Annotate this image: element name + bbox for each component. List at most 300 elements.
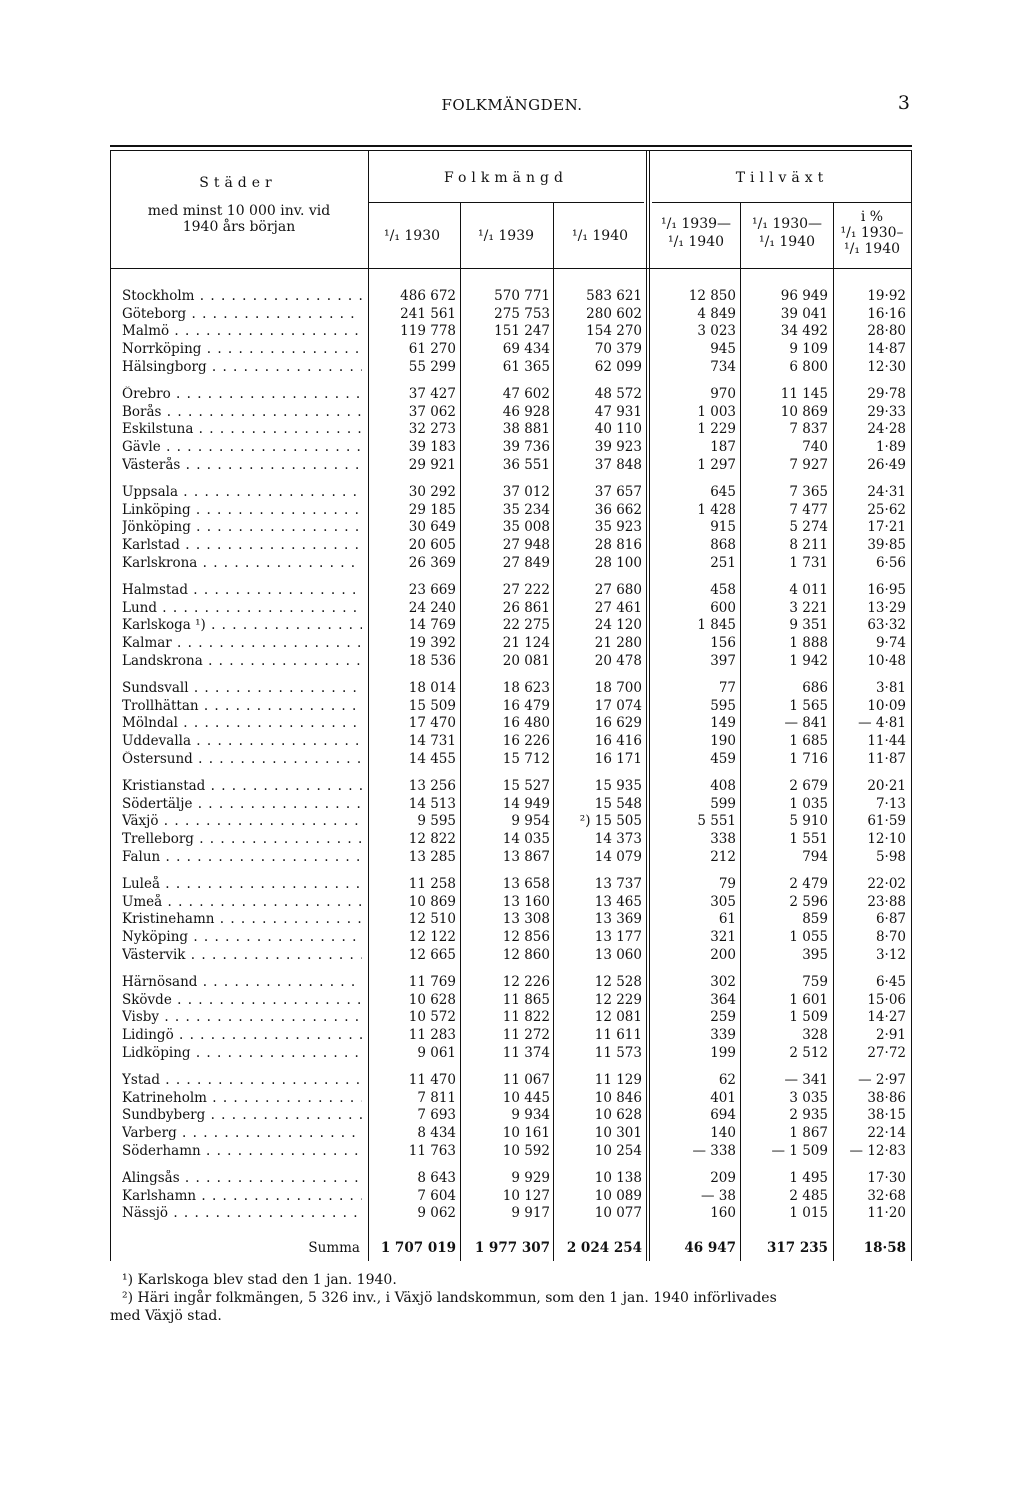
cell-g30: 8 211 bbox=[789, 537, 828, 554]
cell-p1940: 37 848 bbox=[594, 456, 642, 473]
cell-g39: 4 849 bbox=[697, 305, 736, 322]
cell-g39: 1 845 bbox=[697, 617, 736, 634]
city-name: Örebro . . . bbox=[122, 386, 362, 404]
cell-p1939: 13 658 bbox=[502, 876, 550, 892]
cell-p1940: 16 416 bbox=[594, 733, 642, 750]
cell-g39: 200 bbox=[710, 946, 736, 963]
cell-g30: 1 551 bbox=[789, 831, 828, 848]
cell-p1940: 12 528 bbox=[594, 974, 642, 990]
cell-p1930: 10 572 bbox=[408, 1009, 456, 1026]
cell-p1940: 14 079 bbox=[594, 848, 642, 865]
cell-p1940: 17 074 bbox=[594, 697, 642, 714]
cell-p1939: 11 822 bbox=[502, 1009, 550, 1026]
cell-g39: 321 bbox=[710, 929, 736, 946]
cell-p1930: 11 763 bbox=[408, 1142, 456, 1159]
cell-pct: 5·98 bbox=[875, 848, 906, 865]
col-rule-3 bbox=[553, 203, 554, 1261]
col-rule-7 bbox=[911, 151, 912, 1261]
cell-p1940: 583 621 bbox=[586, 288, 642, 304]
header-folkmangd: Folkmängd bbox=[444, 170, 568, 186]
cell-p1930: 37 427 bbox=[408, 386, 456, 402]
city-name: Karlskrona . . . bbox=[122, 555, 362, 573]
cell-g30: 1 015 bbox=[789, 1205, 828, 1222]
cell-p1940: 280 602 bbox=[586, 305, 642, 322]
header-col-growth-39b: ¹/₁ 1940 bbox=[667, 234, 725, 250]
cell-pct: 38·86 bbox=[867, 1089, 906, 1106]
cell-p1939: 27 849 bbox=[502, 554, 550, 571]
col-rule-4b bbox=[649, 151, 650, 1261]
cell-p1939: 10 161 bbox=[502, 1125, 550, 1142]
header-col-pct-c: ¹/₁ 1940 bbox=[843, 241, 901, 257]
city-name: Skövde . . . bbox=[122, 992, 362, 1010]
cell-g30: — 1 509 bbox=[771, 1142, 828, 1159]
city-name: Malmö . . . bbox=[122, 323, 362, 341]
footnote-2: ²) Häri ingår folkmängen, 5 326 inv., i Växjö landskommun, som den 1 jan. 1940 införlivades bbox=[122, 1290, 777, 1306]
cell-g39: 970 bbox=[710, 386, 736, 402]
cell-p1930: 12 665 bbox=[408, 946, 456, 963]
cell-pct: 2·91 bbox=[875, 1027, 906, 1044]
city-name: Nyköping . . . bbox=[122, 929, 362, 947]
cell-p1930: 30 292 bbox=[408, 484, 456, 500]
running-title: FOLKMÄNGDEN. bbox=[441, 96, 583, 114]
cell-pct: 1·89 bbox=[875, 439, 906, 456]
cell-p1940: 40 110 bbox=[594, 421, 642, 438]
cell-g30: 2 512 bbox=[789, 1044, 828, 1061]
cell-p1930: 11 258 bbox=[408, 876, 456, 892]
cell-p1930: 10 869 bbox=[408, 893, 456, 910]
cell-p1940: 10 301 bbox=[594, 1125, 642, 1142]
cell-p1939: 570 771 bbox=[494, 288, 550, 304]
cell-g30: 686 bbox=[802, 680, 828, 696]
cell-pct: 14·87 bbox=[867, 341, 906, 358]
cell-g30: 859 bbox=[802, 911, 828, 928]
city-name: Växjö . . . bbox=[122, 813, 362, 831]
cell-p1940: 13 465 bbox=[594, 893, 642, 910]
cell-g39: — 338 bbox=[692, 1142, 736, 1159]
cell-p1930: 15 509 bbox=[408, 697, 456, 714]
cell-pct: 13·29 bbox=[867, 599, 906, 616]
cell-pct: 61·59 bbox=[867, 813, 906, 830]
cell-pct: 22·02 bbox=[867, 876, 906, 892]
cell-g39: 339 bbox=[710, 1027, 736, 1044]
cell-p1930: 12 122 bbox=[408, 929, 456, 946]
cell-p1939: 20 081 bbox=[502, 652, 550, 669]
header-col-growth-39a: ¹/₁ 1939— bbox=[660, 216, 732, 232]
header-col-growth-30b: ¹/₁ 1940 bbox=[758, 234, 816, 250]
cell-p1939: 16 480 bbox=[502, 715, 550, 732]
cell-pct: 6·87 bbox=[875, 911, 906, 928]
cell-pct: 10·09 bbox=[867, 697, 906, 714]
city-name: Kristianstad . . . bbox=[122, 778, 362, 796]
cell-p1939: 16 226 bbox=[502, 733, 550, 750]
cell-p1939: 46 928 bbox=[502, 403, 550, 420]
cell-p1930: 14 769 bbox=[408, 617, 456, 634]
cell-g39: 190 bbox=[710, 733, 736, 750]
city-name: Östersund . . . bbox=[122, 751, 362, 769]
cell-g30: 759 bbox=[802, 974, 828, 990]
cell-g39: 458 bbox=[710, 582, 736, 598]
header-col-pct-b: ¹/₁ 1930– bbox=[840, 225, 904, 241]
cell-p1939: 27 948 bbox=[502, 537, 550, 554]
cell-p1939: 9 934 bbox=[511, 1107, 550, 1124]
cell-p1940: 13 737 bbox=[594, 876, 642, 892]
cell-p1939: 39 736 bbox=[502, 439, 550, 456]
cell-g30: 1 731 bbox=[789, 554, 828, 571]
cell-g30: 2 596 bbox=[789, 893, 828, 910]
cell-p1940: 39 923 bbox=[594, 439, 642, 456]
cell-p1940: 13 369 bbox=[594, 911, 642, 928]
cell-g30: 1 055 bbox=[789, 929, 828, 946]
city-name: Västerås . . . bbox=[122, 457, 362, 475]
cell-p1930: 14 455 bbox=[408, 750, 456, 767]
cell-g30: 1 565 bbox=[789, 697, 828, 714]
cell-g39: 459 bbox=[710, 750, 736, 767]
cell-g30: 7 837 bbox=[789, 421, 828, 438]
summa-g30: 317 235 bbox=[766, 1240, 828, 1256]
header-stader-sub2: 1940 års början bbox=[182, 219, 296, 235]
page-number: 3 bbox=[897, 92, 910, 114]
cell-g39: 868 bbox=[710, 537, 736, 554]
cell-p1940: 11 573 bbox=[594, 1044, 642, 1061]
cell-p1940: 47 931 bbox=[594, 403, 642, 420]
cell-pct: 3·12 bbox=[875, 946, 906, 963]
city-name: Karlskoga ¹) . . . bbox=[122, 617, 362, 635]
cell-pct: — 2·97 bbox=[858, 1072, 906, 1088]
cell-g39: 600 bbox=[710, 599, 736, 616]
cell-p1940: 48 572 bbox=[594, 386, 642, 402]
header-col-1940: ¹/₁ 1940 bbox=[571, 228, 629, 244]
cell-g30: 1 601 bbox=[789, 991, 828, 1008]
cell-p1939: 12 856 bbox=[502, 929, 550, 946]
cell-p1930: 11 470 bbox=[408, 1072, 456, 1088]
cell-g39: 12 850 bbox=[688, 288, 736, 304]
cell-g39: 338 bbox=[710, 831, 736, 848]
cell-p1930: 7 604 bbox=[417, 1187, 456, 1204]
cell-g39: 187 bbox=[710, 439, 736, 456]
cell-p1940: 24 120 bbox=[594, 617, 642, 634]
cell-g30: 2 479 bbox=[789, 876, 828, 892]
city-name: Nässjö . . . bbox=[122, 1205, 362, 1223]
city-name: Södertälje . . . bbox=[122, 796, 362, 814]
cell-pct: 11·44 bbox=[867, 733, 906, 750]
cell-g39: 305 bbox=[710, 893, 736, 910]
footnote-2-cont: med Växjö stad. bbox=[110, 1308, 222, 1324]
cell-pct: 24·28 bbox=[867, 421, 906, 438]
cell-g39: 302 bbox=[710, 974, 736, 990]
cell-pct: 12·10 bbox=[867, 831, 906, 848]
cell-p1930: 486 672 bbox=[400, 288, 456, 304]
cell-p1930: 8 643 bbox=[417, 1170, 456, 1186]
header-col-1930: ¹/₁ 1930 bbox=[383, 228, 441, 244]
cell-pct: 6·56 bbox=[875, 554, 906, 571]
cell-p1940: 21 280 bbox=[594, 635, 642, 652]
cell-p1930: 12 510 bbox=[408, 911, 456, 928]
city-name: Falun . . . bbox=[122, 849, 362, 867]
cell-pct: 16·95 bbox=[867, 582, 906, 598]
cell-p1939: 14 035 bbox=[502, 831, 550, 848]
cell-pct: 25·62 bbox=[867, 501, 906, 518]
cell-p1940: 11 129 bbox=[594, 1072, 642, 1088]
cell-pct: 12·30 bbox=[867, 358, 906, 375]
cell-g30: 5 274 bbox=[789, 519, 828, 536]
city-name: Kalmar . . . bbox=[122, 635, 362, 653]
city-name: Umeå . . . bbox=[122, 894, 362, 912]
cell-g39: 1 003 bbox=[697, 403, 736, 420]
cell-p1930: 9 061 bbox=[417, 1044, 456, 1061]
cell-p1940: 10 846 bbox=[594, 1089, 642, 1106]
summa-p1940: 2 024 254 bbox=[566, 1240, 642, 1256]
cell-p1939: 11 865 bbox=[502, 991, 550, 1008]
cell-pct: 29·33 bbox=[867, 403, 906, 420]
cell-p1930: 13 285 bbox=[408, 848, 456, 865]
cell-g30: 1 035 bbox=[789, 795, 828, 812]
cell-g30: 1 509 bbox=[789, 1009, 828, 1026]
cell-p1930: 30 649 bbox=[408, 519, 456, 536]
cell-p1930: 11 769 bbox=[408, 974, 456, 990]
cell-p1939: 38 881 bbox=[502, 421, 550, 438]
cell-p1930: 12 822 bbox=[408, 831, 456, 848]
cell-p1940: 10 089 bbox=[594, 1187, 642, 1204]
cell-pct: 23·88 bbox=[867, 893, 906, 910]
col-rule-5 bbox=[740, 203, 741, 1261]
cell-p1930: 29 185 bbox=[408, 501, 456, 518]
city-name: Göteborg . . . bbox=[122, 306, 362, 324]
summa-pct: 18·58 bbox=[863, 1240, 906, 1256]
cell-p1940: 10 628 bbox=[594, 1107, 642, 1124]
cell-g39: 595 bbox=[710, 697, 736, 714]
city-name: Sundsvall . . . bbox=[122, 680, 362, 698]
cell-g30: 11 145 bbox=[780, 386, 828, 402]
cell-g30: — 341 bbox=[784, 1072, 828, 1088]
cell-g30: 9 109 bbox=[789, 341, 828, 358]
cell-p1939: 18 623 bbox=[502, 680, 550, 696]
cell-p1939: 10 592 bbox=[502, 1142, 550, 1159]
cell-g30: 39 041 bbox=[780, 305, 828, 322]
header-stader-sub1: med minst 10 000 inv. vid bbox=[147, 203, 331, 219]
cell-g30: 1 942 bbox=[789, 652, 828, 669]
cell-g39: — 38 bbox=[701, 1187, 736, 1204]
cell-p1940: 16 629 bbox=[594, 715, 642, 732]
footnote-1: ¹) Karlskoga blev stad den 1 jan. 1940. bbox=[122, 1272, 397, 1288]
cell-p1930: 18 536 bbox=[408, 652, 456, 669]
cell-p1930: 32 273 bbox=[408, 421, 456, 438]
cell-p1939: 13 867 bbox=[502, 848, 550, 865]
cell-p1939: 16 479 bbox=[502, 697, 550, 714]
header-col-pct-a: i % bbox=[860, 209, 884, 225]
cell-p1930: 17 470 bbox=[408, 715, 456, 732]
cell-pct: 19·92 bbox=[867, 288, 906, 304]
cell-g39: 79 bbox=[718, 876, 736, 892]
city-name: Eskilstuna . . . bbox=[122, 421, 362, 439]
cell-pct: 24·31 bbox=[867, 484, 906, 500]
top-rule bbox=[110, 145, 912, 147]
cell-p1940: 16 171 bbox=[594, 750, 642, 767]
cell-p1940: 11 611 bbox=[594, 1027, 642, 1044]
cell-g39: 734 bbox=[710, 358, 736, 375]
city-name: Linköping . . . bbox=[122, 502, 362, 520]
cell-pct: 32·68 bbox=[867, 1187, 906, 1204]
cell-p1930: 11 283 bbox=[408, 1027, 456, 1044]
city-name: Gävle . . . bbox=[122, 439, 362, 457]
cell-g30: 328 bbox=[802, 1027, 828, 1044]
cell-p1930: 8 434 bbox=[417, 1125, 456, 1142]
cell-p1940: 28 816 bbox=[594, 537, 642, 554]
cell-p1939: 13 308 bbox=[502, 911, 550, 928]
cell-g39: 140 bbox=[710, 1125, 736, 1142]
cell-p1940: 20 478 bbox=[594, 652, 642, 669]
cell-g30: 7 365 bbox=[789, 484, 828, 500]
cell-pct: 39·85 bbox=[867, 537, 906, 554]
city-name: Trelleborg . . . bbox=[122, 831, 362, 849]
header-col-1939: ¹/₁ 1939 bbox=[477, 228, 535, 244]
city-name: Stockholm . . . bbox=[122, 288, 362, 306]
cell-p1930: 18 014 bbox=[408, 680, 456, 696]
cell-g30: 2 679 bbox=[789, 778, 828, 794]
city-name: Jönköping . . . bbox=[122, 519, 362, 537]
folkmangd-rule bbox=[368, 202, 644, 203]
header-tillvaxt: Tillväxt bbox=[735, 170, 829, 186]
cell-p1940: 10 254 bbox=[594, 1142, 642, 1159]
cell-p1939: 11 067 bbox=[502, 1072, 550, 1088]
cell-g30: 794 bbox=[802, 848, 828, 865]
cell-p1939: 10 127 bbox=[502, 1187, 550, 1204]
cell-pct: 26·49 bbox=[867, 456, 906, 473]
cell-p1930: 26 369 bbox=[408, 554, 456, 571]
cell-p1940: 15 935 bbox=[594, 778, 642, 794]
cell-p1939: 37 012 bbox=[502, 484, 550, 500]
cell-g30: 395 bbox=[802, 946, 828, 963]
cell-g39: 259 bbox=[710, 1009, 736, 1026]
cell-g39: 945 bbox=[710, 341, 736, 358]
cell-p1940: 14 373 bbox=[594, 831, 642, 848]
cell-pct: 9·74 bbox=[875, 635, 906, 652]
cell-g30: 9 351 bbox=[789, 617, 828, 634]
cell-p1930: 119 778 bbox=[400, 323, 456, 340]
cell-pct: 28·80 bbox=[867, 323, 906, 340]
header-stader: Städer bbox=[199, 175, 277, 191]
city-name: Hälsingborg . . . bbox=[122, 359, 362, 377]
cell-p1930: 241 561 bbox=[400, 305, 456, 322]
cell-pct: 22·14 bbox=[867, 1125, 906, 1142]
cell-p1940: 13 177 bbox=[594, 929, 642, 946]
cell-p1930: 9 062 bbox=[417, 1205, 456, 1222]
city-name: Sundbyberg . . . bbox=[122, 1107, 362, 1125]
cell-pct: 10·48 bbox=[867, 652, 906, 669]
cell-p1930: 7 693 bbox=[417, 1107, 456, 1124]
col-rule-2 bbox=[460, 203, 461, 1261]
cell-p1940: 36 662 bbox=[594, 501, 642, 518]
cell-p1940: 154 270 bbox=[586, 323, 642, 340]
summa-p1939: 1 977 307 bbox=[474, 1240, 550, 1256]
cell-p1940: 35 923 bbox=[594, 519, 642, 536]
cell-g39: 199 bbox=[710, 1044, 736, 1061]
cell-g30: 34 492 bbox=[780, 323, 828, 340]
cell-g30: 1 495 bbox=[789, 1170, 828, 1186]
city-name: Lund . . . bbox=[122, 600, 362, 618]
city-name: Härnösand . . . bbox=[122, 974, 362, 992]
cell-g39: 3 023 bbox=[697, 323, 736, 340]
cell-p1930: 23 669 bbox=[408, 582, 456, 598]
cell-pct: 11·87 bbox=[867, 750, 906, 767]
cell-p1930: 55 299 bbox=[408, 358, 456, 375]
cell-g39: 645 bbox=[710, 484, 736, 500]
cell-p1940: 27 461 bbox=[594, 599, 642, 616]
cell-p1939: 22 275 bbox=[502, 617, 550, 634]
cell-p1939: 61 365 bbox=[502, 358, 550, 375]
cell-p1939: 35 234 bbox=[502, 501, 550, 518]
cell-p1939: 9 954 bbox=[511, 813, 550, 830]
cell-g39: 599 bbox=[710, 795, 736, 812]
cell-p1939: 35 008 bbox=[502, 519, 550, 536]
cell-pct: 7·13 bbox=[875, 795, 906, 812]
cell-p1939: 12 226 bbox=[502, 974, 550, 990]
cell-p1930: 24 240 bbox=[408, 599, 456, 616]
cell-p1939: 69 434 bbox=[502, 341, 550, 358]
cell-g30: 10 869 bbox=[780, 403, 828, 420]
cell-p1930: 7 811 bbox=[417, 1089, 456, 1106]
col-rule-0 bbox=[110, 151, 111, 1261]
city-name: Ystad . . . bbox=[122, 1072, 362, 1090]
cell-pct: 3·81 bbox=[875, 680, 906, 696]
cell-p1940: 13 060 bbox=[594, 946, 642, 963]
city-name: Trollhättan . . . bbox=[122, 698, 362, 716]
cell-p1940: 28 100 bbox=[594, 554, 642, 571]
cell-p1939: 9 929 bbox=[511, 1170, 550, 1186]
top-rule-thin bbox=[110, 150, 912, 151]
cell-g30: 4 011 bbox=[789, 582, 828, 598]
city-name: Uppsala . . . bbox=[122, 484, 362, 502]
cell-g30: 3 035 bbox=[789, 1089, 828, 1106]
cell-pct: 14·27 bbox=[867, 1009, 906, 1026]
city-name: Västervik . . . bbox=[122, 947, 362, 965]
cell-p1939: 14 949 bbox=[502, 795, 550, 812]
summa-label: Summa bbox=[308, 1240, 360, 1256]
cell-p1930: 14 731 bbox=[408, 733, 456, 750]
cell-pct: 38·15 bbox=[867, 1107, 906, 1124]
col-rule-4a bbox=[646, 151, 647, 1261]
summa-p1930: 1 707 019 bbox=[380, 1240, 456, 1256]
cell-p1930: 10 628 bbox=[408, 991, 456, 1008]
cell-g30: 7 477 bbox=[789, 501, 828, 518]
cell-p1939: 21 124 bbox=[502, 635, 550, 652]
cell-p1940: 18 700 bbox=[594, 680, 642, 696]
cell-p1930: 29 921 bbox=[408, 456, 456, 473]
cell-g30: 740 bbox=[802, 439, 828, 456]
cell-g39: 694 bbox=[710, 1107, 736, 1124]
cell-pct: 15·06 bbox=[867, 991, 906, 1008]
cell-p1939: 151 247 bbox=[494, 323, 550, 340]
tillvaxt-rule bbox=[652, 202, 912, 203]
city-name: Varberg . . . bbox=[122, 1125, 362, 1143]
cell-g39: 364 bbox=[710, 991, 736, 1008]
cell-g39: 401 bbox=[710, 1089, 736, 1106]
city-name: Kristinehamn . . . bbox=[122, 911, 362, 929]
cell-p1939: 12 860 bbox=[502, 946, 550, 963]
cell-g30: 1 888 bbox=[789, 635, 828, 652]
header-col-growth-30a: ¹/₁ 1930— bbox=[751, 216, 823, 232]
city-name: Luleå . . . bbox=[122, 876, 362, 894]
cell-g30: 3 221 bbox=[789, 599, 828, 616]
cell-p1939: 15 712 bbox=[502, 750, 550, 767]
cell-g39: 209 bbox=[710, 1170, 736, 1186]
cell-p1930: 13 256 bbox=[408, 778, 456, 794]
cell-p1939: 26 861 bbox=[502, 599, 550, 616]
cell-g30: 1 685 bbox=[789, 733, 828, 750]
cell-g39: 61 bbox=[718, 911, 736, 928]
city-name: Katrineholm . . . bbox=[122, 1090, 362, 1108]
cell-g39: 1 428 bbox=[697, 501, 736, 518]
city-name: Landskrona . . . bbox=[122, 653, 362, 671]
